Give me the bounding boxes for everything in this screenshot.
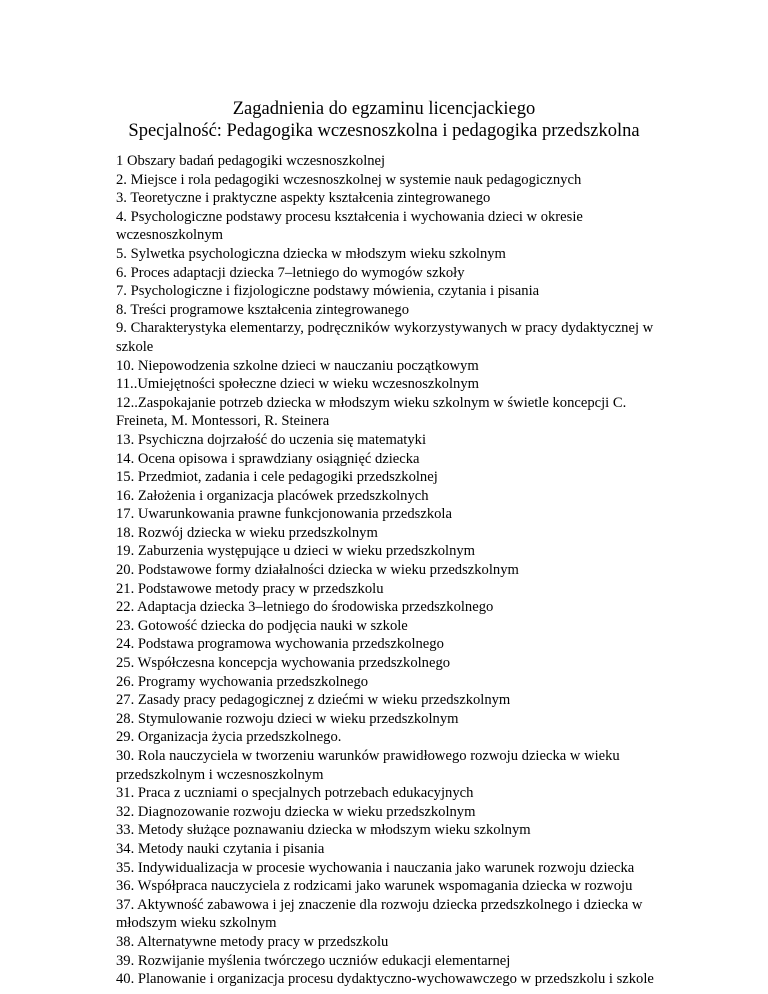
list-item: 32. Diagnozowanie rozwoju dziecka w wieku przedszkolnym [116, 803, 476, 820]
list-item: 33. Metody służące poznawaniu dziecka w młodszym wieku szkolnym [116, 822, 531, 839]
list-item: 19. Zaburzenia występujące u dzieci w wieku przedszkolnym [116, 543, 476, 560]
list-item: 37. Aktywność zabawowa i jej znaczenie dla rozwoju dziecka przedszkolnego i dziecka w młodszym wieku szkolnym [116, 896, 643, 932]
list-item: 8. Treści programowe kształcenia zintegrowanego [116, 301, 410, 318]
list-item: 31. Praca z uczniami o specjalnych potrzebach edukacyjnych [116, 785, 474, 802]
list-item: 10. Niepowodzenia szkolne dzieci w nauczaniu początkowym [116, 357, 479, 374]
list-item: 2. Miejsce i rola pedagogiki wczesnoszkolnej w systemie nauk pedagogicznych [116, 171, 582, 188]
list-item: 5. Sylwetka psychologiczna dziecka w młodszym wieku szkolnym [116, 245, 506, 262]
document-title: Zagadnienia do egzaminu licencjackiego [232, 99, 536, 119]
list-item: 27. Zasady pracy pedagogicznej z dziećmi w wieku przedszkolnym [116, 692, 511, 709]
list-item: 15. Przedmiot, zadania i cele pedagogiki przedszkolnej [116, 469, 438, 486]
list-item: 23. Gotowość dziecka do podjęcia nauki w szkole [116, 617, 408, 634]
list-item: 35. Indywidualizacja w procesie wychowania i nauczania jako warunek rozwoju dziecka [116, 859, 635, 876]
list-item: 26. Programy wychowania przedszkolnego [116, 673, 369, 690]
list-item: 36. Współpraca nauczyciela z rodzicami jako warunek wspomagania dziecka w rozwoju [116, 878, 633, 895]
list-item: 7. Psychologiczne i fizjologiczne podstawy mówienia, czytania i pisania [116, 283, 540, 300]
document-header [0, 98, 768, 142]
list-item: 29. Organizacja życia przedszkolnego. [116, 729, 342, 746]
list-item: 14. Ocena opisowa i sprawdziany osiągnięć dziecka [116, 450, 420, 467]
list-item: 4. Psychologiczne podstawy procesu kształcenia i wychowania dzieci w okresie wczesnoszkolnym [116, 208, 583, 244]
list-item: 20. Podstawowe formy działalności dziecka w wieku przedszkolnym [116, 562, 519, 579]
exam-topics-list [116, 152, 672, 989]
list-item: 21. Podstawowe metody pracy w przedszkolu [116, 580, 384, 597]
list-item: 9. Charakterystyka elementarzy, podręczników wykorzystywanych w pracy dydaktycznej w szkole [116, 320, 654, 355]
document-subtitle: Specjalność: Pedagogika wczesnoszkolna i pedagogika przedszkolna [128, 121, 640, 141]
list-item: 1 Obszary badań pedagogiki wczesnoszkolnej [116, 153, 386, 169]
list-item: 38. Alternatywne metody pracy w przedszkolu [116, 933, 389, 950]
list-item: 16. Założenia i organizacja placówek przedszkolnych [116, 487, 429, 504]
list-item: 34. Metody nauki czytania i pisania [116, 840, 325, 857]
list-item: 13. Psychiczna dojrzałość do uczenia się matematyki [116, 431, 427, 448]
list-item: 17. Uwarunkowania prawne funkcjonowania przedszkola [116, 506, 452, 523]
list-item: 28. Stymulowanie rozwoju dzieci w wieku przedszkolnym [116, 710, 459, 727]
list-item: 24. Podstawa programowa wychowania przedszkolnego [116, 636, 444, 653]
list-item: 3. Teoretyczne i praktyczne aspekty kształcenia zintegrowanego [116, 190, 491, 207]
list-item: 39. Rozwijanie myślenia twórczego uczniów edukacji elementarnej [116, 952, 511, 969]
list-item: 30. Rola nauczyciela w tworzeniu warunków prawidłowego rozwoju dziecka w wieku przedszkolnym i wczesnoszkolnym [116, 748, 620, 783]
list-item: 25. Współczesna koncepcja wychowania przedszkolnego [116, 655, 451, 672]
list-item: 22. Adaptacja dziecka 3–letniego do środowiska przedszkolnego [116, 599, 494, 616]
list-item: 6. Proces adaptacji dziecka 7–letniego do wymogów szkoły [116, 264, 465, 281]
list-item: 18. Rozwój dziecka w wieku przedszkolnym [116, 524, 378, 541]
list-item: 12..Zaspokajanie potrzeb dziecka w młodszym wieku szkolnym w świetle koncepcji C. Freineta, M. Montessori, R. Steinera [116, 394, 627, 430]
list-item: 40. Planowanie i organizacja procesu dydaktyczno-wychowawczego w przedszkolu i szkole [116, 971, 654, 988]
list-item: 11..Umiejętności społeczne dzieci w wieku wczesnoszkolnym [116, 376, 479, 393]
